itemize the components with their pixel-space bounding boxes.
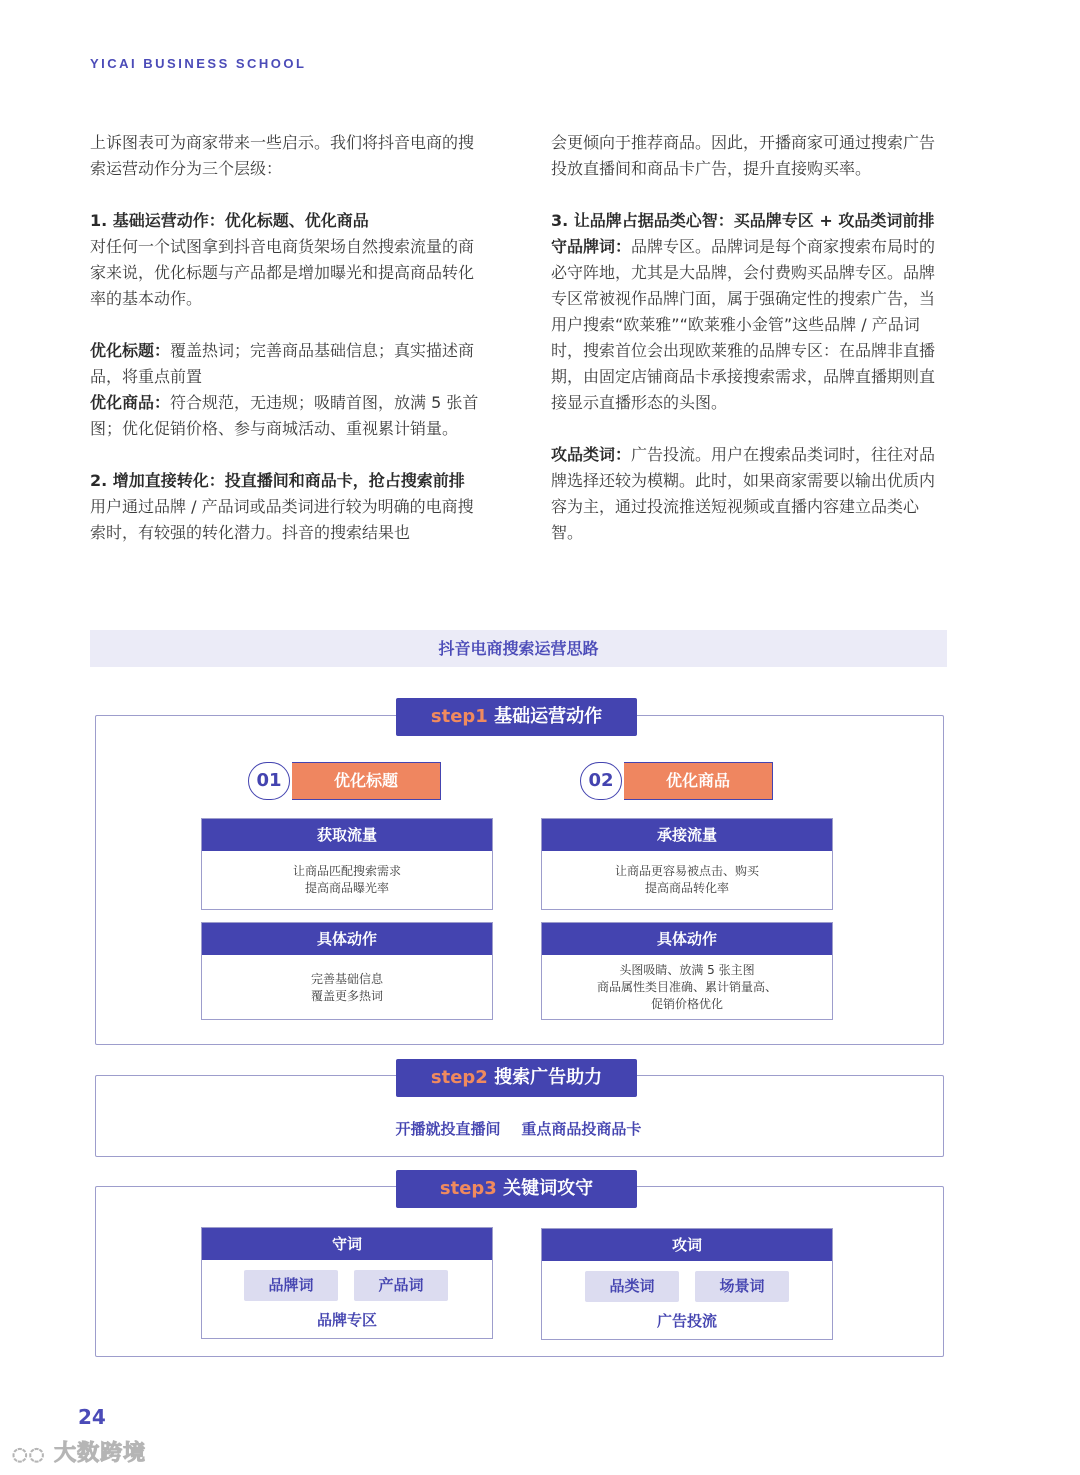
card-actions-title-line2: 覆盖更多热词 [310, 989, 383, 1003]
defend-foot: 品牌专区 [316, 1311, 377, 1329]
step3-tag [396, 1170, 637, 1208]
left-column [90, 130, 488, 572]
optimize-title-label: 优化标题： [90, 341, 171, 360]
card-get-traffic-line2: 提高商品曝光率 [304, 881, 389, 895]
card-get-traffic-line1: 让商品匹配搜索需求 [292, 864, 401, 878]
option2-number: 02 [580, 762, 622, 800]
chip-category-word: 品类词 [585, 1271, 679, 1302]
card-receive-traffic [541, 818, 833, 910]
section2-body: 用户通过品牌 / 产品词或品类词进行较为明确的电商搜索时，有较强的转化潜力。抖音的搜索结果也 [90, 497, 474, 542]
step1-tag [396, 698, 637, 736]
section2-title: 2. 增加直接转化：投直播间和商品卡，抢占搜索前排 [90, 471, 465, 490]
chip-brand-word: 品牌词 [244, 1270, 338, 1301]
watermark-text: 大数跨境 [54, 1441, 147, 1466]
card-receive-traffic-line2: 提高商品转化率 [644, 881, 729, 895]
card-defend-words-head: 守词 [202, 1228, 492, 1260]
card-actions-goods-line2: 商品属性类目准确、累计销量高、 [596, 980, 777, 994]
option-optimize-title [248, 762, 442, 800]
section3-paragraph [551, 208, 949, 416]
step3-label: 关键词攻守 [503, 1178, 594, 1199]
optimize-goods-paragraph [90, 390, 488, 442]
card-get-traffic [201, 818, 493, 910]
attack-category-text: 广告投流。用户在搜索品类词时，往往对品牌选择还较为模糊。此时，如果商家需要以输出优质内容为主，通过投流推送短视频或直播内容建立品类心智。 [551, 445, 936, 542]
card-get-traffic-head: 获取流量 [202, 819, 492, 851]
defend-brand-label: 守品牌词： [551, 237, 632, 256]
diagram-title: 抖音电商搜索运营思路 [90, 630, 947, 667]
card-actions-title-line1: 完善基础信息 [310, 972, 383, 986]
step1-label: 基础运营动作 [494, 706, 603, 727]
optimize-goods-text: 符合规范，无违规；吸睛首图，放满 5 张首图；优化促销价格、参与商城活动、重视累计销量。 [90, 393, 479, 438]
step2-label: 搜索广告助力 [494, 1067, 603, 1088]
section3-body: 品牌专区。品牌词是每个商家搜索布局时的必守阵地，尤其是大品牌，会付费购买品牌专区。品牌专区常被视作品牌门面，属于强确定性的搜索广告，当用户搜索“欧莱雅”“欧莱雅小金管”这些品牌 / 产品词时，搜索首位会出现欧莱雅的品牌专区：在品牌非直播期，由固定店铺商品卡承接搜索需求，品牌直播期则直接显示直播形态的头图。 [551, 237, 936, 412]
card-actions-title-head: 具体动作 [202, 923, 492, 955]
section3-title: 3. 让品牌占据品类心智：买品牌专区 + 攻品类词前排 [551, 211, 935, 230]
card-actions-title [201, 922, 493, 1020]
step2-number: step2 [430, 1067, 488, 1088]
card-attack-words-head: 攻词 [542, 1229, 832, 1261]
attack-foot: 广告投流 [656, 1312, 717, 1330]
option1-label: 优化标题 [292, 762, 441, 800]
chip-product-word: 产品词 [354, 1270, 448, 1301]
card-receive-traffic-head: 承接流量 [542, 819, 832, 851]
card-actions-goods [541, 922, 833, 1020]
attack-category-label: 攻品类词： [551, 445, 632, 464]
card-receive-traffic-line1: 让商品更容易被点击、购买 [614, 864, 759, 878]
option2-label: 优化商品 [624, 762, 773, 800]
brand-header: YICAI BUSINESS SCHOOL [90, 56, 307, 71]
step2-tag [396, 1059, 637, 1097]
step2-text: 开播就投直播间 重点商品投商品卡 [395, 1120, 642, 1138]
chip-scene-word: 场景词 [695, 1271, 789, 1302]
optimize-title-text: 覆盖热词；完善商品基础信息；真实描述商品，将重点前置 [90, 341, 475, 386]
card-actions-goods-line3: 促销价格优化 [650, 997, 723, 1011]
step3-number: step3 [439, 1178, 497, 1199]
right-column [551, 130, 949, 572]
section1-body: 对任何一个试图拿到抖音电商货架场自然搜索流量的商家来说，优化标题与产品都是增加曝光和提高商品转化率的基本动作。 [90, 237, 475, 308]
intro-paragraph: 上诉图表可为商家带来一些启示。我们将抖音电商的搜索运营动作分为三个层级： [90, 133, 475, 178]
option-optimize-goods [580, 762, 774, 800]
optimize-title-paragraph [90, 338, 488, 390]
watermark [12, 1436, 146, 1467]
card-actions-goods-line1: 头图吸睛、放满 5 张主图 [619, 963, 755, 977]
step1-number: step1 [430, 706, 488, 727]
attack-paragraph [551, 442, 949, 546]
continued-paragraph: 会更倾向于推荐商品。因此，开播商家可通过搜索广告投放直播间和商品卡广告，提升直接购买率。 [551, 133, 936, 178]
optimize-goods-label: 优化商品： [90, 393, 171, 412]
card-actions-goods-head: 具体动作 [542, 923, 832, 955]
watermark-logo-icon: ◌◌ [12, 1444, 46, 1465]
page-number: 24 [78, 1405, 106, 1429]
option1-number: 01 [248, 762, 290, 800]
section1-title: 1. 基础运营动作：优化标题、优化商品 [90, 211, 369, 230]
